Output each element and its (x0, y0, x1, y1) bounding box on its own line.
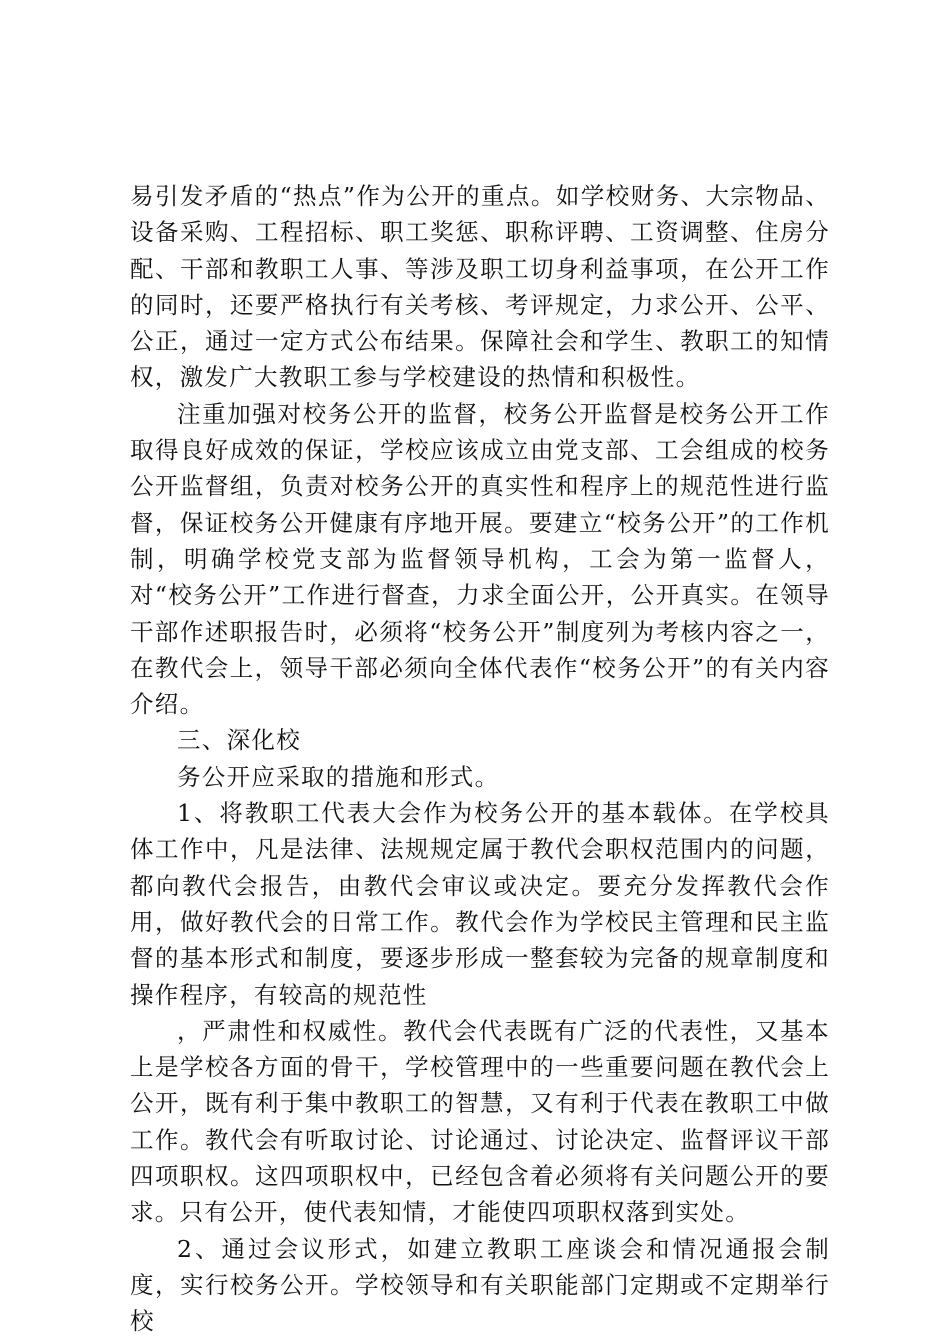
paragraph-measure-2: 2、通过会议形式，如建立教职工座谈会和情况通报会制度，实行校务公开。学校领导和有关职能部门定期或不定期举行校 (130, 1234, 830, 1336)
section-heading-part2: 务公开应采取的措施和形式。 (177, 762, 500, 791)
paragraph-measure-1-continued: ，严肃性和权威性。教代会代表既有广泛的代表性，又基本上是学校各方面的骨干，学校管理中的一些重要问题在教代会上公开，既有利于集中教职工的智慧，又有利于代表在教职工中做工作。教代会有听取讨论、讨论通过、讨论决定、监督评议干部四项职权。这四项职权中，已经包含着必须将有关问题公开的要求。只有公开，使代表知情，才能使四项职权落到实处。 (130, 1016, 830, 1227)
paragraph-hotspots: 易引发矛盾的“热点”作为公开的重点。如学校财务、大宗物品、设备采购、工程招标、职工奖惩、职称评聘、工资调整、住房分配、干部和教职工人事、等涉及职工切身利益事项，在公开工作的同时，还要严格执行有关考核、考评规定，力求公开、公平、公正，通过一定方式公布结果。保障社会和学生、教职工的知情权，激发广大教职工参与学校建设的热情和积极性。 (130, 182, 830, 392)
document-body (130, 178, 830, 1340)
paragraph-supervision: 注重加强对校务公开的监督，校务公开监督是校务公开工作取得良好成效的保证，学校应该成立由党支部、工会组成的校务公开监督组，负责对校务公开的真实性和程序上的规范性进行监督，保证校务公开健康有序地开展。要建立“校务公开”的工作机制，明确学校党支部为监督领导机构，工会为第一监督人，对“校务公开”工作进行督查，力求全面公开，公开真实。在领导干部作述职报告时，必须将“校务公开”制度列为考核内容之一，在教代会上，领导干部必须向全体代表作“校务公开”的有关内容介绍。 (130, 399, 830, 719)
paragraph-measure-1: 1、将教职工代表大会作为校务公开的基本载体。在学校具体工作中，凡是法律、法规规定属于教代会职权范围内的问题，都向教代会报告，由教代会审议或决定。要充分发挥教代会作用，做好教代会的日常工作。教代会作为学校民主管理和民主监督的基本形式和制度，要逐步形成一整套较为完备的规章制度和操作程序，有较高的规范性 (130, 799, 830, 1009)
section-heading-part1: 三、深化校 (177, 726, 301, 755)
